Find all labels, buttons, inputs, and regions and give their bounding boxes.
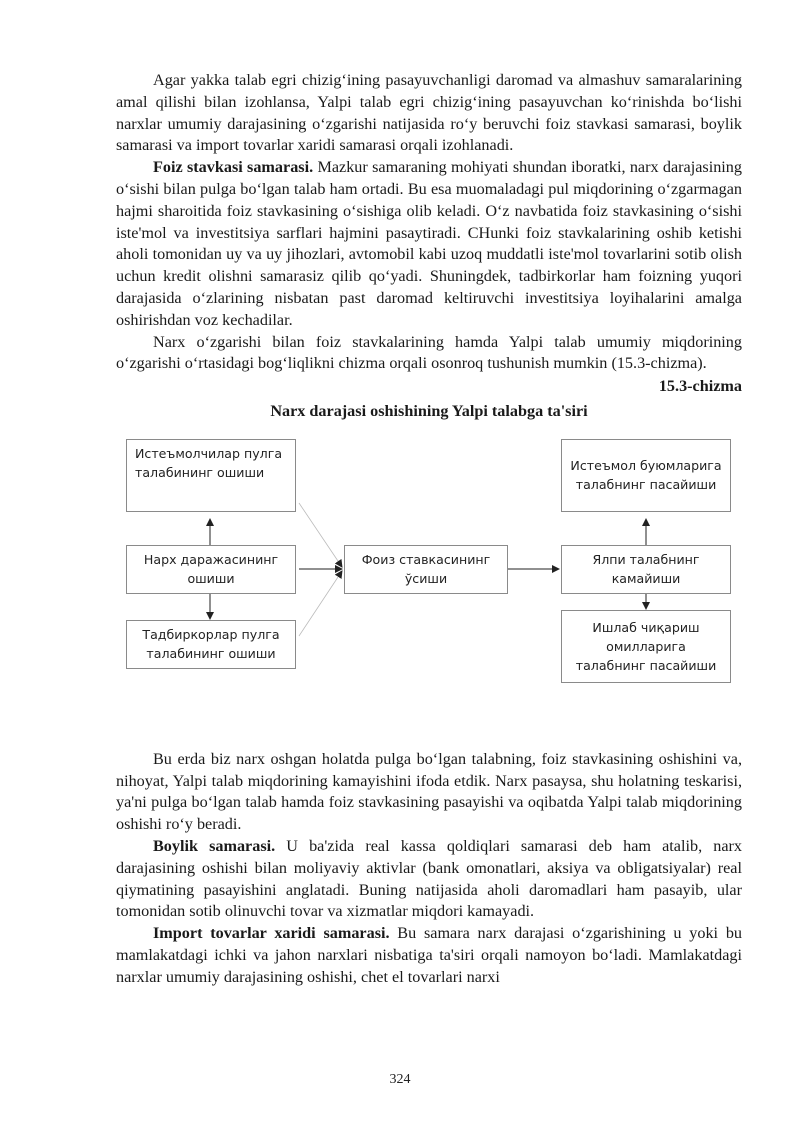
page-content — [116, 70, 742, 989]
box-price-label: Нарх даражасининг ошиши — [143, 552, 279, 587]
paragraph-import-effect — [116, 923, 742, 988]
heading-interest-effect: Foiz stavkasi samarasi. — [153, 158, 314, 177]
box-aggregate-label: Ялпи талабнинг камайиши — [592, 552, 700, 587]
box-consumers-label: Истеъмолчилар пулга талабининг ошиши — [135, 445, 283, 480]
box-price-level-rise — [126, 545, 296, 594]
box-aggregate-demand-fall — [561, 545, 731, 594]
flow-diagram — [116, 431, 742, 731]
box-consumption-demand-fall — [561, 439, 731, 512]
box-interest-label: Фоиз ставкасининг ўсиши — [361, 552, 491, 587]
paragraph-figure-intro: Narx o‘zgarishi bilan foiz stavkalarining hamda Yalpi talab umumiy miqdorining o‘zgarishi o‘rtasidagi bog‘liqlikni chizma orqali osonroq tushunish mumkin (15.3-chizma). — [116, 332, 742, 373]
paragraph-figure-explanation: Bu erda biz narx oshgan holatda pulga bo‘lgan talabning, foiz stavkasining oshishini va, nihoyat, Yalpi talab miqdorining kamayishini ifoda etdik. Narx pasaysa, shu holatning teskarisi, ya'ni pulga bo‘lgan talab hamda foiz stavkasining pasayishi va oqibatda Yalpi talab miqdorining oshishi ro‘y beradi. — [116, 749, 742, 834]
paragraph-import-text: Bu samara narx darajasi o‘zgarishining u yoki bu mamlakatdagi ichki va jahon narxlari nisbatiga ta'siri orqali namoyon bo‘ladi. Mamlakatdagi narxlar umumiy darajasining oshishi, chet el tovarlari narxi — [116, 924, 743, 986]
paragraph-wealth-text: U ba'zida real kassa qoldiqlari samarasi deb ham atalib, narx darajasining oshishi bilan moliyaviy aktivlar (bank omonatlari, aksiya va obligatsiyalar) real qiymatining pasayishini anglatadi. Buning natijasida aholi daromadlari ham pasayib, ular tomonidan sotib olinuvchi tovar va xizmatlar miqdori kamayadi. — [116, 836, 742, 921]
box-producers-label: Ишлаб чиқариш омилларига талабнинг пасайиши — [575, 619, 717, 673]
box-consumers-money-demand — [126, 439, 296, 512]
paragraph-interest-text: Mazkur samaraning mohiyati shundan iboratki, narx darajasining o‘sishi bilan pulga bo‘lgan talab ham ortadi. Bu esa muomaladagi pul miqdorining o‘zgarmagan hajmi sharoitida foiz stavkasining o‘sishiga olib keladi. O‘z navbatida foiz stavkasining o‘sishi iste'mol va investitsiya sarflari hajmini pasaytiradi. CHunki foiz stavkalarining oshib ketishi aholi tomonidan uy va uy jihozlari, avtomobil kabi uzoq muddatli iste'mol tovarlarini sotib olish uchun kredit olishni samarasiz qilib qo‘yadi. Shuningdek, tadbirkorlar ham foizning yuqori darajasida o‘zlarining nisbatan past daromad keltiruvchi investitsiya loyihalarini amalga oshirishdan voz kechadilar. — [116, 158, 742, 329]
box-interest-rate-rise — [344, 545, 508, 594]
paragraph-intro: Agar yakka talab egri chizig‘ining pasayuvchanligi daromad va almashuv samaralarining amal qilishi bilan izohlansa, Yalpi talab egri chizig‘ining pasayuvchan ko‘rinishda bo‘lishi narxlar umumiy darajasining o‘zgarishi natijasida ro‘y beruvchi foiz stavkasi samarasi, boylik samarasi va import tovarlar xaridi samarasi orqali izohlanadi. — [116, 71, 742, 155]
paragraph-interest-effect — [116, 157, 742, 331]
heading-wealth-effect: Boylik samarasi. — [153, 836, 276, 855]
page-number: 324 — [389, 1072, 411, 1087]
box-business-label: Тадбиркорлар пулга талабининг ошиши — [142, 627, 280, 662]
box-business-money-demand — [126, 620, 296, 669]
arrow-business-to-interest — [299, 571, 342, 636]
figure-label: 15.3-chizma — [658, 377, 742, 396]
paragraph-wealth-effect — [116, 836, 742, 923]
figure-title: Narx darajasi oshishining Yalpi talabga ta'siri — [270, 401, 588, 420]
arrow-consumers-to-interest — [299, 503, 342, 567]
box-producers-demand-fall — [561, 610, 731, 683]
box-consumption-label: Истеъмол буюмларига талабнинг пасайиши — [570, 458, 722, 493]
heading-import-effect: Import tovarlar xaridi samarasi. — [153, 924, 390, 943]
